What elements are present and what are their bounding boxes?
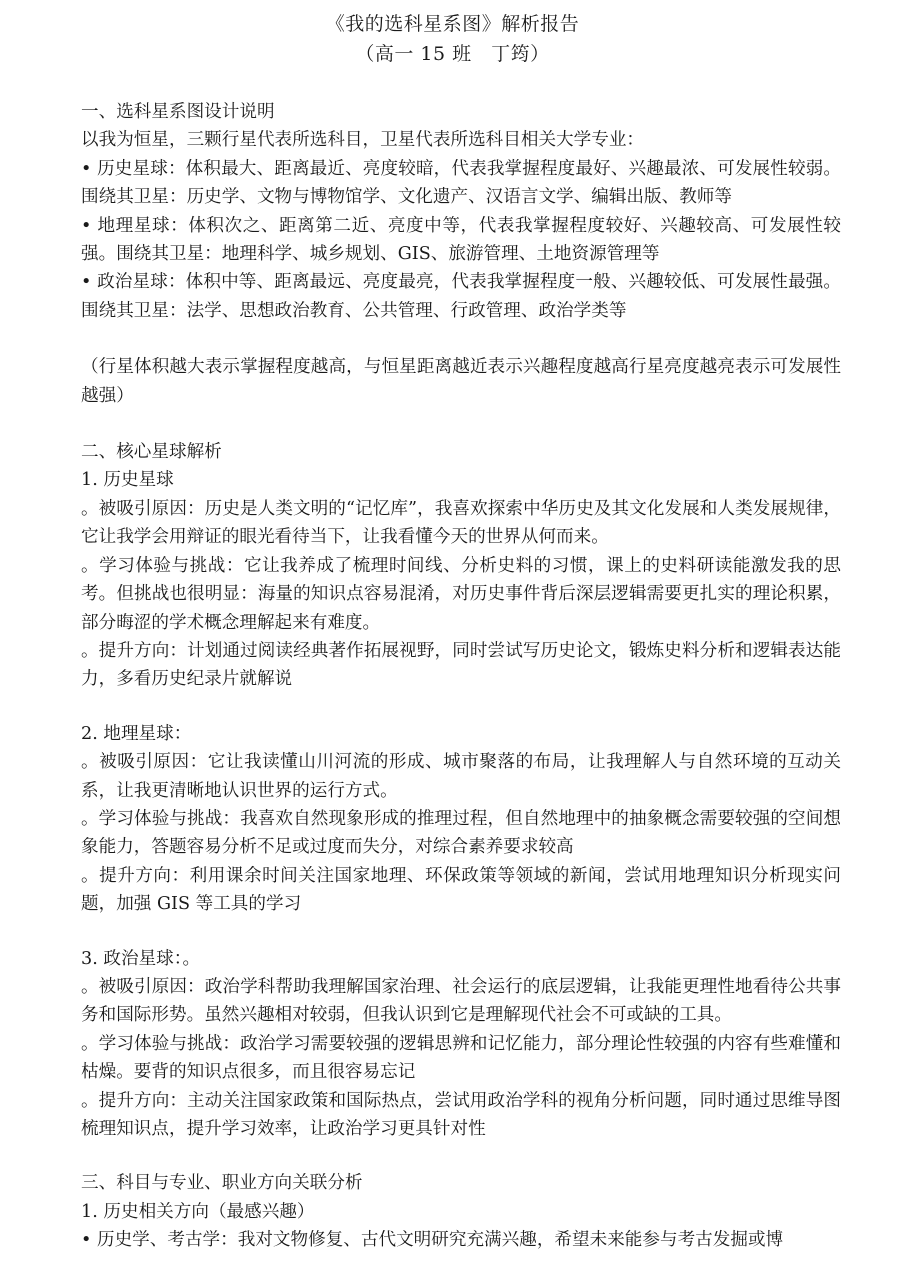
geography-planet-title: 2. 地理星球： [81,723,192,744]
politics-improvement: 。提升方向：主动关注国家政策和国际热点，尝试用政治学科的视角分析问题，同时通过思维导图梳理知识点，提升学习效率，让政治学习更具针对性 [81,1090,841,1139]
history-improvement: 。提升方向：计划通过阅读经典著作拓展视野，同时尝试写历史论文，锻炼史料分析和逻辑表达能力，多看历史纪录片就解说 [81,640,841,690]
section-2-heading: 二、核心星球解析 [81,442,222,463]
report-subtitle: （高一 15 班 丁筠） [355,43,550,65]
geography-attraction: 。被吸引原因：它让我读懂山川河流的形成、城市聚落的布局，让我理解人与自然环境的互动关系，让我更清晰地认识世界的运行方式。 [81,752,841,801]
report-title: 《我的选科星系图》解析报告 [325,13,580,35]
politics-attraction: 。被吸引原因：政治学科帮助我理解国家治理、社会运行的底层逻辑，让我能更理性地看待公共事务和国际形势。虽然兴趣相对较弱，但我认识到它是理解现代社会不可或缺的工具。 [81,976,841,1026]
history-direction-title: 1. 历史相关方向（最感兴趣） [81,1201,315,1222]
geography-experience: 。学习体验与挑战：我喜欢自然现象形成的推理过程，但自然地理中的抽象概念需要较强的空间想象能力，答题容易分析不足或过度而失分，对综合素养要求较高 [81,808,841,858]
section-3-heading: 三、科目与专业、职业方向关联分析 [81,1173,363,1194]
politics-planet-bullet: • 政治星球：体积中等、距离最远、亮度最亮，代表我掌握程度一般、兴趣较低、可发展性最强。围绕其卫星：法学、思想政治教育、公共管理、行政管理、政治学类等 [81,272,841,321]
politics-planet-title: 3. 政治星球：。 [81,948,201,969]
legend-note: （行星体积越大表示掌握程度越高，与恒星距离越近表示兴趣程度越高行星亮度越亮表示可发展性越强） [81,357,841,406]
history-planet-bullet: • 历史星球：体积最大、距离最近、亮度较暗，代表我掌握程度最好、兴趣最浓、可发展性较弱。围绕其卫星：历史学、文物与博物馆学、文化遗产、汉语言文学、编辑出版、教师等 [81,158,841,208]
geography-planet-bullet: • 地理星球：体积次之、距离第二近、亮度中等，代表我掌握程度较好、兴趣较高、可发展性较强。围绕其卫星：地理科学、城乡规划、GIS、旅游管理、土地资源管理等 [81,215,841,265]
section-1-intro: 以我为恒星，三颗行星代表所选科目，卫星代表所选科目相关大学专业： [81,130,645,151]
history-direction-bullet: • 历史学、考古学：我对文物修复、古代文明研究充满兴趣，希望未来能参与考古发掘或博 [81,1230,784,1251]
history-experience: 。学习体验与挑战：它让我养成了梳理时间线、分析史料的习惯，课上的史料研读能激发我的思考。但挑战也很明显：海量的知识点容易混淆，对历史事件背后深层逻辑需要更扎实的理论积累，部分晦涩的学术概念理解起来有难度。 [81,555,841,633]
section-1-heading: 一、选科星系图设计说明 [81,102,275,122]
history-attraction: 。被吸引原因：历史是人类文明的“记忆库”，我喜欢探索中华历史及其文化发展和人类发展规律，它让我学会用辩证的眼光看待当下，让我看懂今天的世界从何而来。 [81,498,841,548]
report-body [81,98,841,1255]
politics-experience: 。学习体验与挑战：政治学习需要较强的逻辑思辨和记忆能力，部分理论性较强的内容有些难懂和枯燥。要背的知识点很多，而且很容易忘记 [81,1033,841,1083]
history-planet-title: 1. 历史星球 [81,470,174,491]
geography-improvement: 。提升方向：利用课余时间关注国家地理、环保政策等领域的新闻，尝试用地理知识分析现实问题，加强 GIS 等工具的学习 [81,865,841,915]
